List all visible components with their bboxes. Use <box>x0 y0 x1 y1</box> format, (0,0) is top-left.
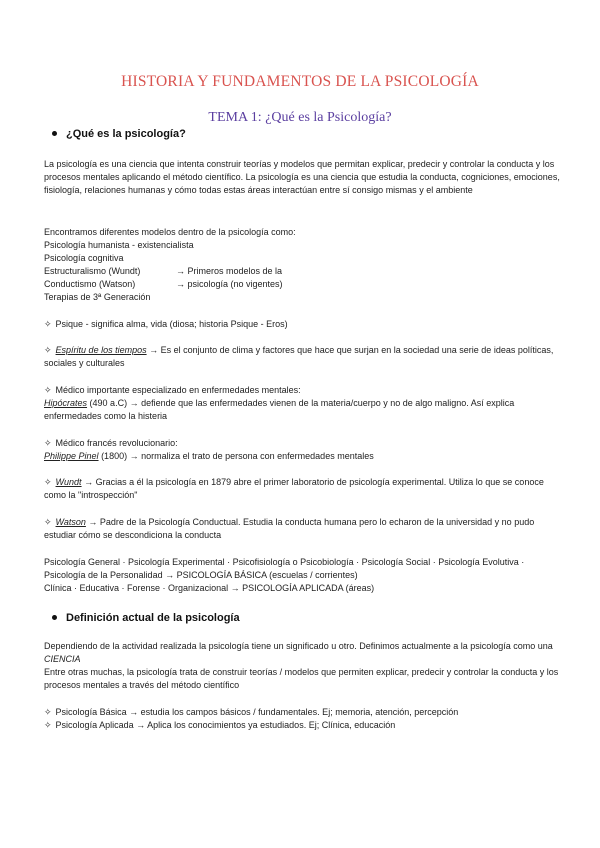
term-hipocrates: Hipócrates <box>44 398 88 408</box>
term-ciencia: CIENCIA <box>44 654 81 664</box>
watson-item: ✧ Watson → Padre de la Psicología Conductual. Estudia la conducta humana pero lo echaron de la universidad y no pudo estudiar cómo se descondiciona la conducta <box>44 517 535 540</box>
diamond-icon: ✧ <box>44 517 52 527</box>
psique-item: ✧ Psique - significa alma, vida (diosa; historia Psique - Eros) <box>44 319 288 329</box>
topic-title: TEMA 1: ¿Qué es la Psicología? <box>208 110 392 125</box>
branches-paragraph: Psicología General · Psicología Experimental · Psicofisiología o Psicobiología · Psicología Social · Psicología Evolutiva · Psicología de la Personalidad → PSICOLOGÍA BÁSICA (escuelas / corrientes) Clínica · Educativa · Forense · Organizacional → PSICOLOGÍA APLICADA (áreas) <box>44 557 525 593</box>
pinel-item: ✧ Médico francés revolucionario: Philippe Pinel (1800) → normaliza el trato de persona con enfermedades mentales <box>44 438 374 461</box>
term-watson: Watson <box>55 517 86 527</box>
models-list: Encontramos diferentes modelos dentro de la psicología como: Psicología humanista - existencialista Psicología cognitiva Estructuralismo (Wundt) → Primeros modelos de la Conductismo (Watson) → psicología (no vigentes) Terapias de 3ª Generación <box>44 226 560 304</box>
bullet-icon <box>52 615 57 620</box>
diamond-icon: ✧ <box>44 720 52 730</box>
wundt-item: ✧ Wundt → Gracias a él la psicología en 1879 abre el primer laboratorio de psicología experimental. Utiliza lo que se conoce como la "introspección" <box>44 477 544 500</box>
section-heading-definicion: Definición actual de la psicología <box>52 612 240 624</box>
intro-paragraph: La psicología es una ciencia que intenta construir teorías y modelos que permitan explicar, predecir y controlar la conducta y los procesos mentales aplicando el método científico. La psicología es una ciencia que estudia la conducta, cogniciones, emociones, fisiología, relaciones humanas y cómo todas estas áreas interactúan entre sí consigo mismas y el ambiente <box>44 159 560 195</box>
diamond-icon: ✧ <box>44 707 52 717</box>
diamond-icon: ✧ <box>44 319 52 329</box>
term-wundt: Wundt <box>55 477 82 487</box>
document-title: HISTORIA Y FUNDAMENTOS DE LA PSICOLOGÍA <box>121 73 479 90</box>
term-espiritu: Espíritu de los tiempos <box>55 345 147 355</box>
hipocrates-item: ✧ Médico importante especializado en enfermedades mentales: Hipócrates (490 a.C) → defiende que las enfermedades vienen de la materia/cuerpo y no de algo maligno. Así explica enfermedades como la histeria <box>44 385 515 421</box>
term-pinel: Philippe Pinel <box>44 451 99 461</box>
diamond-icon: ✧ <box>44 477 52 487</box>
bullet-icon <box>52 131 57 136</box>
types-list: ✧ Psicología Básica → estudia los campos básicos / fundamentales. Ej; memoria, atención, percepción ✧ Psicología Aplicada → Aplica los conocimientos ya estudiados. Ej; Clínica, educación <box>44 707 459 730</box>
model-row: Conductismo (Watson) → psicología (no vigentes) <box>44 279 283 289</box>
diamond-icon: ✧ <box>44 385 52 395</box>
diamond-icon: ✧ <box>44 438 52 448</box>
model-row: Estructuralismo (Wundt) → Primeros modelos de la <box>44 266 283 276</box>
espiritu-item: ✧ Espíritu de los tiempos → Es el conjunto de clima y factores que hace que surjan en la sociedad una serie de ideas políticas, sociales y culturales <box>44 345 554 368</box>
definition-paragraph: Dependiendo de la actividad realizada la psicología tiene un significado u otro. Definimos actualmente a la psicología como una CIENCIA Entre otras muchas, la psicología trata de construir teorías / modelos que permiten explicar, predecir y controlar la conducta y los procesos mentales a través del método científico <box>44 641 559 690</box>
section-heading-que-es: ¿Qué es la psicología? <box>52 128 186 140</box>
diamond-icon: ✧ <box>44 345 52 355</box>
